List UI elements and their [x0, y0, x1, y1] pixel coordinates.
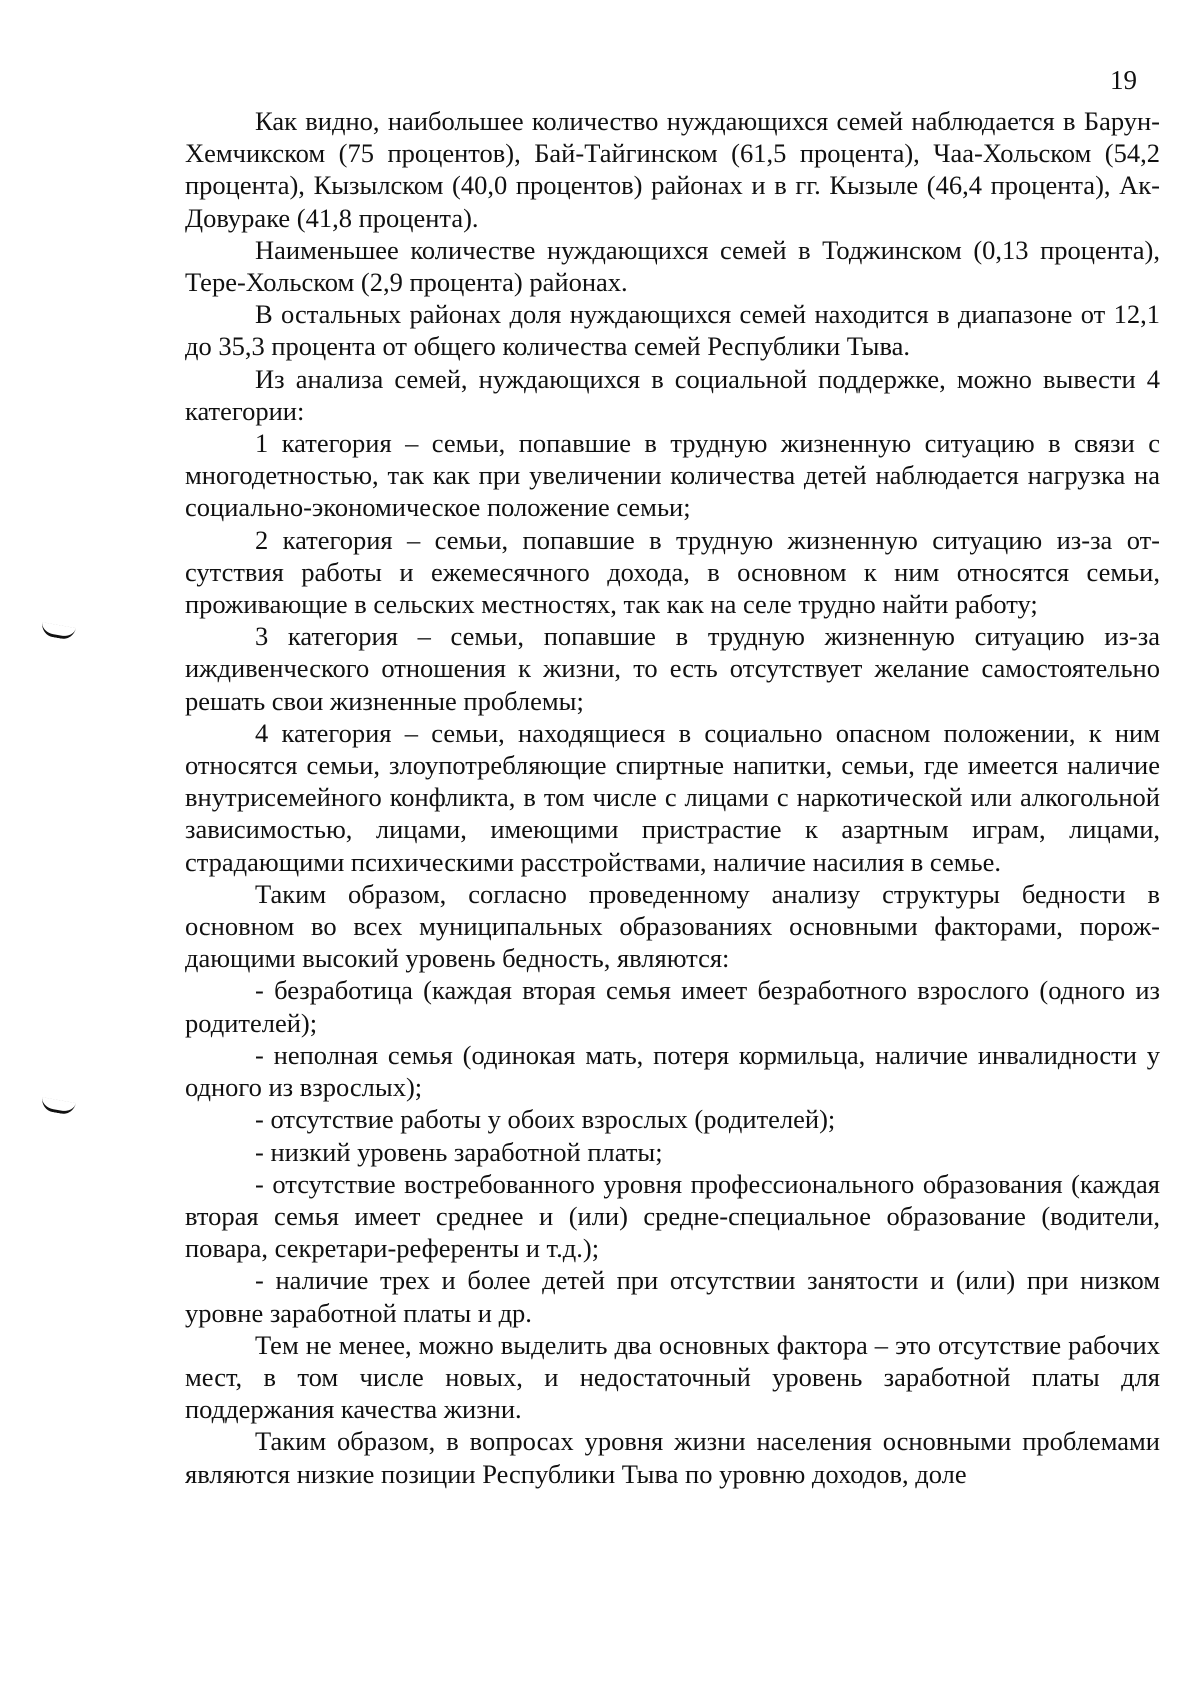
list-item-no-work: - отсутствие работы у обоих взрослых (родителей);: [255, 1104, 836, 1135]
paragraph-poverty-factors-intro: Таким образом, согласно проведенному анализу структуры бедности в основном во всех муниципальных образованиях основными факторами, порождающими высокий уровень бедность, являются:: [185, 878, 1160, 974]
paragraph-lowest-share: Наименьшее количестве нуждающихся семей в Тоджинском (0,13 процента), Тере-Хольском (2,9 процента) районах.: [185, 234, 1160, 298]
paragraph-two-main-factors: Тем не менее, можно выделить два основных фактора – это отсутствие рабочих мест, в том числе новых, и недостаточный уровень заработной платы для поддержания качества жизни.: [185, 1329, 1160, 1425]
page-number: 19: [1110, 65, 1137, 95]
paragraph-categories-intro: Из анализа семей, нуждающихся в социальной поддержке, можно вывести 4 категории:: [185, 363, 1160, 426]
list-item-single-parent: - неполная семья (одинокая мать, потеря кормильца, наличие инвалидности у одного из взрослых);: [185, 1039, 1160, 1103]
list-item-education: - отсутствие востребованного уровня профессионального образования (каждая вторая семья имеет среднее и (или) средне-специальное образование (водители, повара, секретари-референты и т.д.);: [185, 1168, 1160, 1264]
list-item-unemployment: - безработица (каждая вторая семья имеет безработного взрослого (одного из родителей);: [185, 975, 1160, 1038]
paragraph-category-1: 1 категория – семьи, попавшие в трудную жизненную ситуацию в связи с многодетностью, так как при увеличении количества детей наблюдается нагрузка на социально-экономическое положение семьи;: [185, 428, 1160, 523]
paragraph-category-2: 2 категория – семьи, попавшие в трудную жизненную ситуацию из-за отсутствия работы и ежемесячного дохода, в основном к ним относятся семьи, проживающие в сельских местностях, так как на селе трудно найти работу;: [185, 524, 1160, 620]
list-item-many-children: - наличие трех и более детей при отсутствии занятости и (или) при низком уровне заработной платы и др.: [185, 1265, 1160, 1328]
paragraph-category-3: 3 категория – семьи, попавшие в трудную жизненную ситуацию из-за иждивенческого отношения к жизни, то есть отсутствует желание самостоятельно решать свои жизненные проблемы;: [185, 621, 1160, 716]
paragraph-other-districts: В остальных районах доля нуждающихся семей находится в диапазоне от 12,1 до 35,3 процента от общего количества семей Республики Тыва.: [185, 299, 1160, 362]
paragraph-conclusion: Таким образом, в вопросах уровня жизни населения основными проблемами являются низкие позиции Республики Тыва по уровню доходов, доле: [185, 1426, 1160, 1489]
paragraph-category-4: 4 категория – семьи, находящиеся в социально опасном положении, к ним относятся семьи, злоупотребляющие спиртные напитки, семьи, где имеется наличие внутрисемейного конфликта, в том числе с лицами с наркотической или алкогольной зависимостью, лицами, имеющими пристрастие к азартным играм, лицами, страдающими психическими расстройствами, наличие насилия в семье.: [185, 717, 1160, 877]
binding-mark: [40, 622, 76, 641]
list-item-low-wages: - низкий уровень заработной платы;: [255, 1136, 663, 1167]
document-body: [185, 105, 1160, 1490]
binding-mark: [40, 1097, 76, 1116]
paragraph-needy-families-by-district: Как видно, наибольшее количество нуждающихся семей наблюдается в Барун-Хемчикском (75 процентов), Бай-Тайгинском (61,5 процента), Чаа-Хольском (54,2 процента), Кызылском (40,0 процентов) районах и в гг. Кызыле (46,4 процента), Ак-Довураке (41,8 процента).: [185, 106, 1160, 233]
